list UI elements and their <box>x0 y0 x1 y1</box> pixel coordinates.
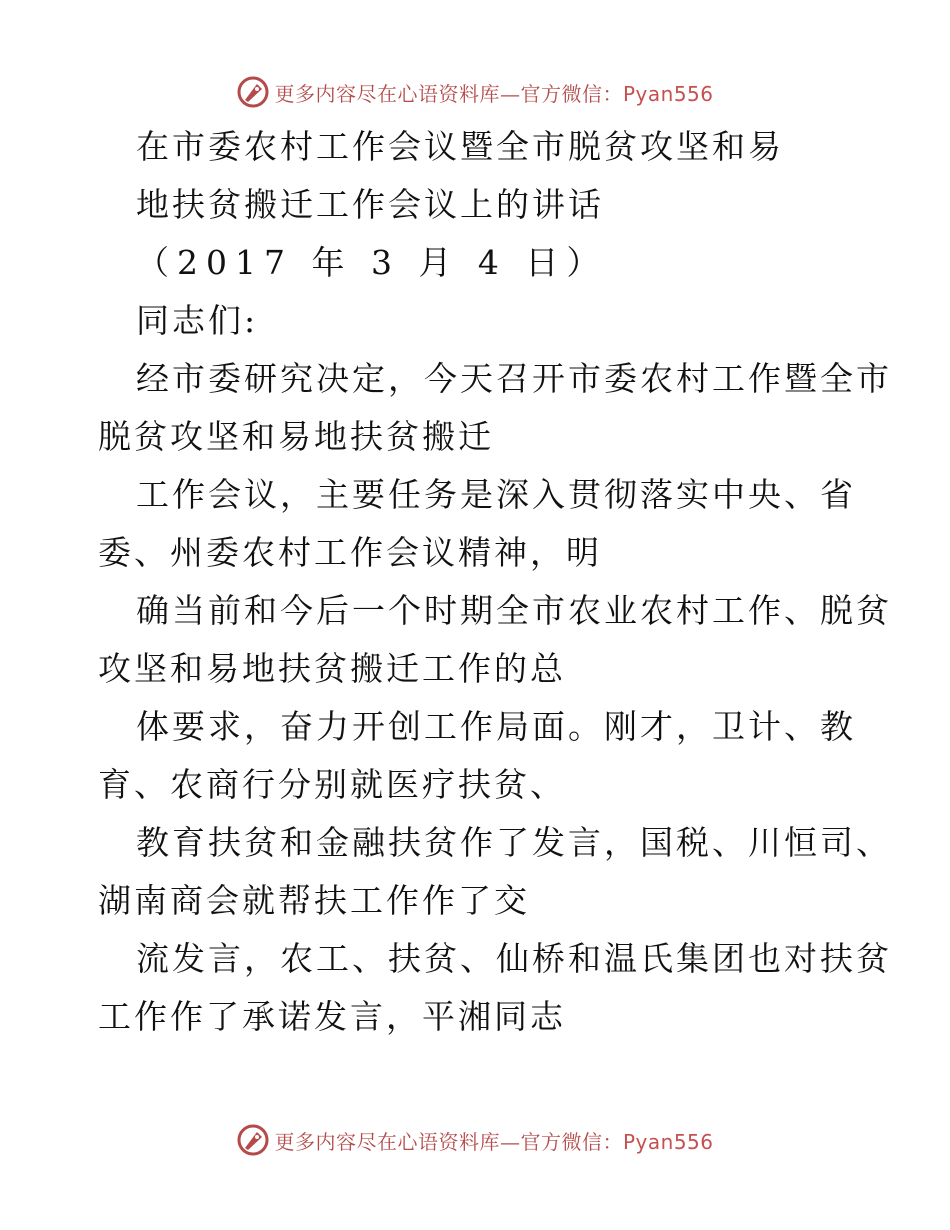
watermark-brand: 更多内容尽在心语资料库 <box>274 1129 500 1154</box>
document-body <box>98 118 898 1046</box>
watermark-footer <box>0 1120 950 1160</box>
paragraph-line: 育、农商行分别就医疗扶贫、 <box>98 765 566 804</box>
document-date: （2017 年 3 月 4 日） <box>136 243 608 282</box>
paragraph-line: 脱贫攻坚和易地扶贫搬迁 <box>98 417 494 456</box>
paragraph-line: 攻坚和易地扶贫搬迁工作的总 <box>98 649 566 688</box>
document-title-line-1: 在市委农村工作会议暨全市脱贫攻坚和易 <box>136 127 784 166</box>
watermark-brand: 更多内容尽在心语资料库 <box>274 81 500 106</box>
watermark-official-label: 官方微信： <box>520 81 623 106</box>
pen-nib-logo-icon <box>236 75 270 109</box>
paragraph-line: 工作会议，主要任务是深入贯彻落实中央、省 <box>136 475 856 514</box>
watermark-separator: — <box>499 1129 521 1154</box>
paragraph-line: 确当前和今后一个时期全市农业农村工作、脱贫 <box>136 591 892 630</box>
paragraph-line: 流发言，农工、扶贫、仙桥和温氏集团也对扶贫 <box>136 939 892 978</box>
watermark-header <box>0 72 950 112</box>
paragraph-line: 委、州委农村工作会议精神，明 <box>98 533 602 572</box>
watermark-text <box>274 1126 713 1155</box>
document-title-line-2: 地扶贫搬迁工作会议上的讲话 <box>136 185 604 224</box>
watermark-wechat-id: Pyan556 <box>622 81 714 106</box>
pen-nib-logo-icon <box>236 1123 270 1157</box>
paragraph-line: 体要求，奋力开创工作局面。刚才，卫计、教 <box>136 707 856 746</box>
paragraph-line: 工作作了承诺发言，平湘同志 <box>98 997 566 1036</box>
watermark-separator: — <box>499 81 521 106</box>
paragraph-line: 教育扶贫和金融扶贫作了发言，国税、川恒司、 <box>136 823 892 862</box>
paragraph-line: 经市委研究决定，今天召开市委农村工作暨全市 <box>136 359 892 398</box>
paragraph-line: 湖南商会就帮扶工作作了交 <box>98 881 530 920</box>
salutation: 同志们: <box>136 301 259 340</box>
watermark-wechat-id: Pyan556 <box>622 1129 714 1154</box>
watermark-text <box>274 78 713 107</box>
watermark-official-label: 官方微信： <box>520 1129 623 1154</box>
